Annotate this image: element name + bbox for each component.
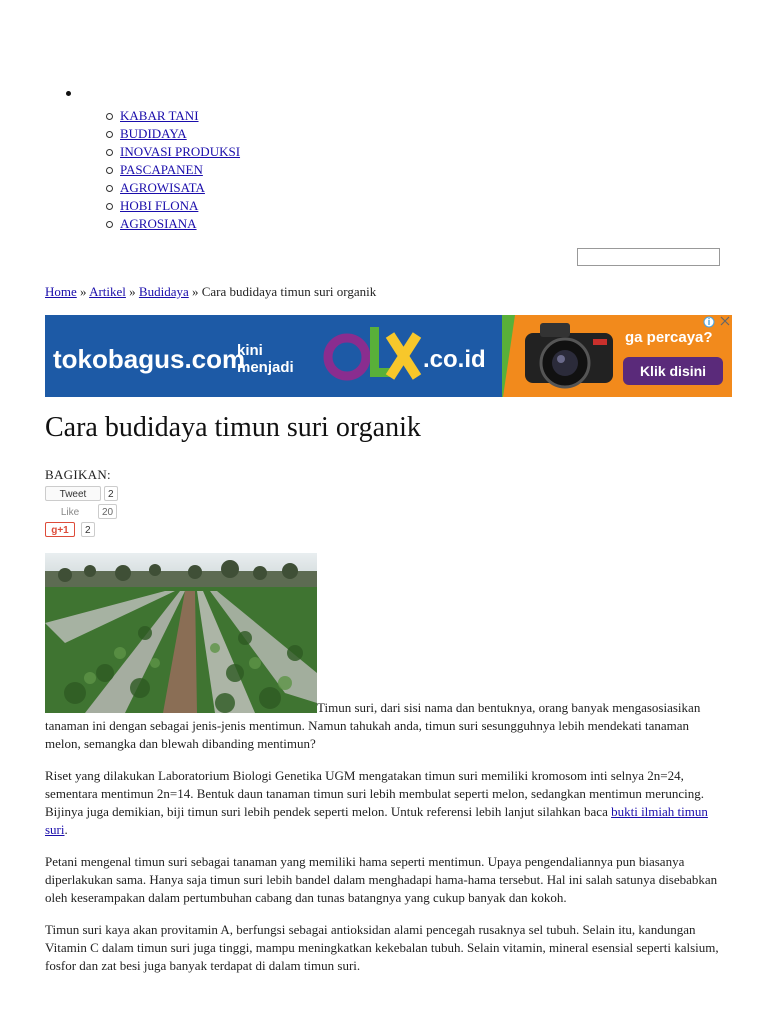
breadcrumb-home[interactable]: Home [45, 284, 77, 299]
menu-item-inovasi-produksi[interactable] [104, 143, 240, 161]
paragraph [45, 767, 725, 839]
ad-banner-graphic [45, 315, 732, 397]
ad-domain: .co.id [423, 346, 486, 373]
menu-item-hobi-flona[interactable] [104, 197, 240, 215]
tweet-button[interactable] [45, 486, 101, 501]
like-count: 20 [98, 504, 117, 519]
ad-tagline: ga percaya? [625, 329, 713, 346]
ad-line1: kini [237, 342, 263, 359]
tweet-count: 2 [104, 486, 118, 501]
breadcrumb-current: Cara budidaya timun suri organik [201, 284, 377, 299]
breadcrumb-separator: » [191, 284, 199, 299]
menu-link[interactable]: HOBI FLONA [120, 198, 199, 213]
like-button[interactable] [45, 504, 95, 519]
gplus-label: +1 [57, 525, 69, 536]
breadcrumb-separator: » [129, 284, 136, 299]
field-photo [45, 553, 317, 713]
reference-link[interactable]: bukti ilmiah timun suri [45, 804, 708, 837]
menu-item-budidaya[interactable] [104, 125, 240, 143]
menu-item-kabar-tani[interactable] [104, 107, 240, 125]
ad-info-icon[interactable] [704, 317, 714, 327]
breadcrumb-separator: » [80, 284, 87, 299]
paragraph [45, 853, 725, 907]
breadcrumb-budidaya[interactable]: Budidaya [138, 284, 189, 299]
tweet-widget [45, 486, 118, 501]
ad-brand: tokobagus.com [53, 344, 246, 374]
paragraph-text: . [64, 822, 68, 837]
article-image [45, 553, 317, 713]
paragraph [45, 921, 725, 975]
like-widget [45, 504, 117, 519]
paragraph-text: Timun suri, dari sisi nama dan bentuknya, orang banyak mengasosiasikan tanaman ini dengan sebagai jenis-jenis mentimun. Namun tahukah anda, timun suri sesungguhnya lebih mendekati tanaman melon, semangka dan blewah dibanding mentimun? [45, 700, 701, 751]
menu-link[interactable]: AGROSIANA [120, 216, 197, 231]
breadcrumb [45, 284, 376, 300]
menu-item-pascapanen[interactable] [104, 161, 240, 179]
menu-item-agrosiana[interactable] [104, 215, 240, 233]
menu-link[interactable]: AGROWISATA [120, 180, 205, 195]
ad-cta[interactable]: Klik disini [639, 363, 707, 379]
ad-line2: menjadi [237, 359, 294, 376]
search-input[interactable] [577, 248, 720, 266]
nav-bullet [66, 91, 71, 96]
menu-link[interactable]: BUDIDAYA [120, 126, 187, 141]
gplus-icon: g [51, 525, 58, 536]
paragraph-text: Petani mengenal timun suri sebagai tanaman yang memiliki hama seperti mentimun. Upaya pengendaliannya pun biasanya diperlakukan sama. Hanya saja timun suri lebih bandel dalam menghadapi hama-hama tersebut. Hal ini salah satunya disebabkan oleh keserampakan dalam pertumbuhan cabang dan tunas batangnya yang cukup banyak dan kokoh. [45, 854, 718, 905]
paragraph-text: Riset yang dilakukan Laboratorium Biologi Genetika UGM mengatakan timun suri memiliki kromosom inti selnya 2n=24, sementara mentimun 2n=14. Bentuk daun tanaman timun suri lebih membulat seperti melon, sedangkan mentimun meruncing. Bijinya juga demikian, biji timun suri lebih pendek seperti melon. Untuk referensi lebih lanjut silahkan baca [45, 768, 704, 819]
ad-banner[interactable] [45, 315, 732, 397]
menu-link[interactable]: PASCAPANEN [120, 162, 203, 177]
gplus-button[interactable] [45, 522, 75, 537]
article-title: Cara budidaya timun suri organik [45, 412, 421, 443]
tweet-label: Tweet [59, 489, 87, 500]
main-menu [104, 107, 240, 233]
menu-link[interactable]: INOVASI PRODUKSI [120, 144, 241, 159]
gplus-widget [45, 522, 95, 537]
menu-item-agrowisata[interactable] [104, 179, 240, 197]
like-label: Like [60, 507, 80, 518]
share-label: BAGIKAN: [45, 467, 111, 482]
menu-link[interactable]: KABAR TANI [120, 108, 199, 123]
breadcrumb-artikel[interactable]: Artikel [89, 284, 126, 299]
article-body [45, 699, 725, 989]
paragraph-text: Timun suri kaya akan provitamin A, berfungsi sebagai antioksidan alami pencegah rusaknya sel tubuh. Selain itu, kandungan Vitamin C dalam timun suri juga tinggi, mampu meningkatkan kekebalan tubuh. Selain vitamin, mineral esensial seperti kalsium, fosfor dan zat besi juga banyak terdapat di dalam timun suri. [45, 922, 719, 973]
gplus-count: 2 [81, 522, 95, 537]
paragraph [45, 699, 725, 753]
